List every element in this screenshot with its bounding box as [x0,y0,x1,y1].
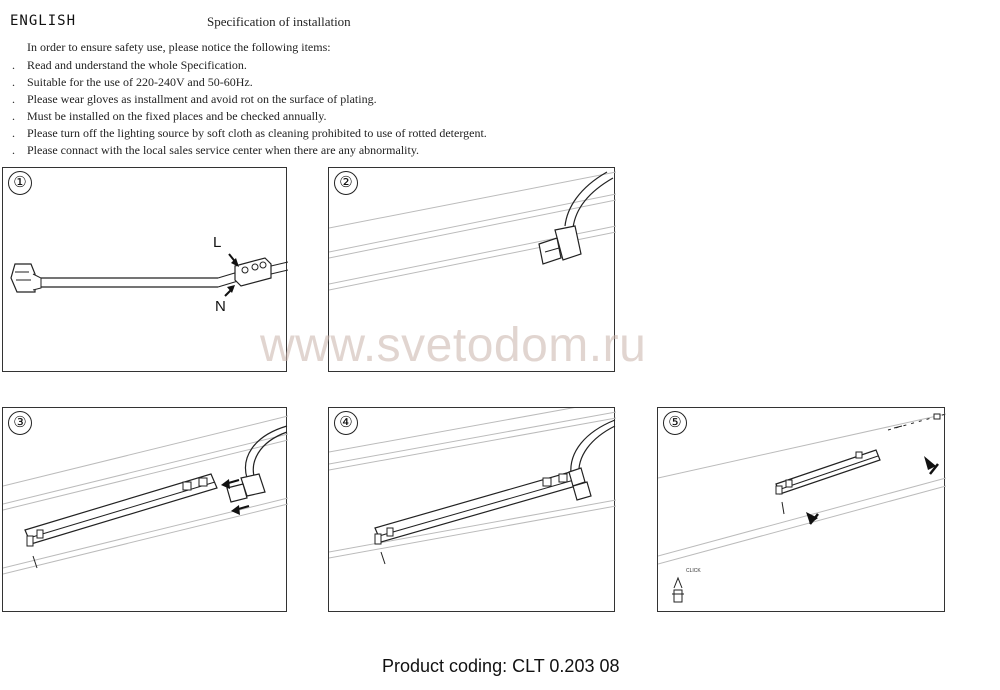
list-item [12,108,487,125]
step-1-panel [2,167,287,372]
list-item-text: Please connact with the local sales service center when there are any abnormality. [27,143,420,157]
list-item [12,142,487,159]
product-coding: Product coding: CLT 0.203 08 [382,656,620,676]
bullet: . [12,109,15,123]
list-item-text: Must be installed on the fixed places and be checked annually. [27,109,327,123]
click-into-track-illustration [658,408,946,613]
step-number-2: ② [334,171,358,195]
click-label: CLICK [686,568,701,574]
step-number-5: ⑤ [663,411,687,435]
bullet: . [12,75,15,89]
bullet: . [12,143,15,157]
bullet: . [12,58,15,72]
watermark: www.svetodom.ru [260,319,647,372]
list-item-text: Please turn off the lighting source by soft cloth as cleaning prohibited to use of rotted detergent. [27,126,487,140]
cable-connector-illustration [3,168,288,373]
step-5-panel [657,407,945,612]
step-number-3: ③ [8,411,32,435]
neutral-wire-label: N [215,298,226,315]
step-number-4: ④ [334,411,358,435]
list-item-text: Read and understand the whole Specification. [27,58,247,72]
step-number-1: ① [8,171,32,195]
driver-connection-illustration [3,408,288,613]
live-wire-label: L [213,234,222,251]
bullet: . [12,92,15,106]
assembled-driver-illustration [329,408,616,613]
list-item [12,125,487,142]
list-item-text: Please wear gloves as installment and avoid rot on the surface of plating. [27,92,377,106]
list-item-text: Suitable for the use of 220-240V and 50-60Hz. [27,75,253,89]
safety-list [12,57,487,159]
list-item [12,91,487,108]
safety-intro: In order to ensure safety use, please notice the following items: [27,40,331,54]
list-item [12,74,487,91]
document-title: Specification of installation [207,14,351,29]
step-4-panel [328,407,615,612]
bullet: . [12,126,15,140]
language-label: ENGLISH [10,13,77,29]
list-item [12,57,487,74]
step-3-panel [2,407,287,612]
